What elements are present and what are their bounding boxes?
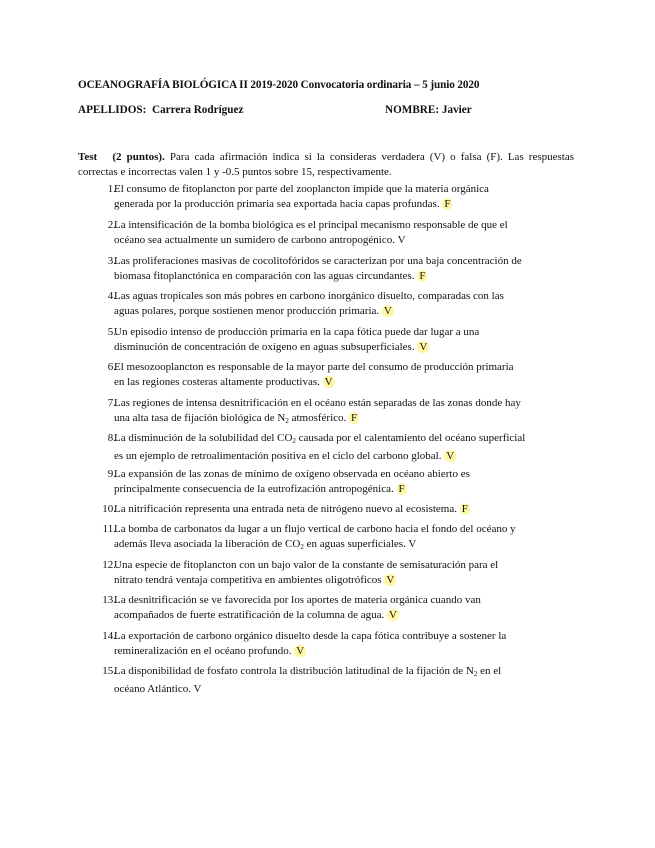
question-number: 8. [107,432,116,444]
question-number: 7. [107,397,116,409]
question-line-text: es un ejemplo de retroalimentación positiva en el ciclo del carbono global. [114,449,442,462]
question-line [114,233,564,248]
question-line [114,375,564,390]
answer-mark: V [397,233,406,246]
question-line [114,304,564,319]
question-line-text: remineralización en el océano profundo. [114,644,292,657]
question-text [114,289,564,318]
question-line [114,254,564,269]
nombre-label: NOMBRE: [385,104,440,116]
apellidos-line [78,104,243,116]
question-line-text: océano sea actualmente un sumidero de carbono antropogénico. [114,233,395,246]
question-number: 1. [107,183,116,195]
instructions-text: Para cada afirmación indica si la consideras verdadera (V) o falsa (F). Las respuestas correctas e incorrectas valen 1 y -0.5 puntos sobre 15, respectivamente. [78,151,575,178]
question-line [114,573,564,588]
question-number: 13. [102,594,116,606]
answer-mark: V [324,375,333,388]
question-line-text: acompañados de fuerte estratificación de la columna de agua. [114,608,385,621]
question-text [114,502,564,517]
question-line-text: generada por la producción primaria sea exportada hacia capas profundas. [114,197,440,210]
question-line-text: disminución de concentración de oxígeno en aguas subsuperficiales. [114,340,415,353]
question-number: 14. [102,630,116,642]
question-number: 6. [107,361,116,373]
subscript: 2 [300,542,304,551]
answer-mark: V [193,682,202,695]
nombre-line [385,104,472,116]
answer-mark: V [419,340,428,353]
question-line-text: El mesozooplancton es responsable de la mayor parte del consumo de producción primaria [114,361,514,373]
question-line [114,197,564,212]
question-line [114,411,564,429]
answer-mark: V [408,537,417,550]
nombre-value: Javier [441,104,472,116]
question-line [114,593,564,608]
question-line-text: La disponibilidad de fosfato controla la distribución latitudinal de la fijación de N [114,665,474,677]
question-line-text: principalmente consecuencia de la eutrofización antropogénica. [114,482,394,495]
answer-mark: F [444,197,451,210]
question-line-text: aguas polares, porque sostienen menor producción primaria. [114,304,380,317]
question-number: 4. [107,290,116,302]
question-text [114,467,564,496]
question-line [114,502,564,517]
question-line [114,269,564,284]
answer-mark: V [383,304,392,317]
subscript: 2 [285,416,289,425]
question-line-text: en el [477,665,502,677]
question-line-text: atmosférico. [288,411,347,424]
answer-mark: V [386,573,395,586]
question-text [114,593,564,622]
answer-mark: F [419,269,426,282]
apellidos-label: APELLIDOS: [78,104,147,116]
question-line-text: Un episodio intenso de producción primaria en la capa fótica puede dar lugar a una [114,326,480,338]
apellidos-value: Carrera Rodríguez [151,104,244,116]
question-line [114,682,564,697]
question-line-text: La exportación de carbono orgánico disuelto desde la capa fótica contribuye a sostener la [114,630,507,642]
test-label: Test [78,151,98,163]
answer-mark: V [446,449,455,462]
question-line [114,431,564,449]
question-line-text: en aguas superficiales. [303,537,406,550]
question-line-text: La expansión de las zonas de mínimo de oxígeno observada en océano abierto es [114,468,470,480]
question-line [114,449,564,464]
question-line-text: La desnitrificación se ve favorecida por los aportes de materia orgánica cuando van [114,594,481,606]
question-number: 11. [102,523,116,535]
question-text [114,182,564,211]
question-line [114,396,564,411]
question-text [114,558,564,587]
answer-mark: F [398,482,405,495]
question-line [114,644,564,659]
answer-mark: V [296,644,305,657]
question-number: 5. [107,326,116,338]
exam-title: OCEANOGRAFÍA BIOLÓGICA II 2019-2020 Convocatoria ordinaria – 5 junio 2020 [78,79,480,91]
question-number: 12. [102,559,116,571]
question-text [114,629,564,658]
question-line [114,664,564,682]
question-text [114,325,564,354]
subscript: 2 [292,437,296,445]
question-line-text: La bomba de carbonatos da lugar a un flujo vertical de carbono hacia el fondo del océano y [114,523,516,535]
question-line-text: océano Atlántico. [114,682,191,695]
question-line-text: Las aguas tropicales son más pobres en carbono inorgánico disuelto, comparadas con las [114,290,504,302]
question-text [114,360,564,389]
question-line [114,482,564,497]
question-text [114,254,564,283]
question-line [114,340,564,355]
question-line [114,522,564,537]
question-text [114,396,564,428]
question-line-text: nitrato tendrá ventaja competitiva en ambientes oligotróficos [114,573,382,586]
question-line [114,467,564,482]
question-line-text: Las proliferaciones masivas de cocolitofóridos se caracterizan por una baja concentración de [114,255,522,267]
question-line-text: La nitrificación representa una entrada neta de nitrógeno nuevo al ecosistema. [114,503,457,515]
question-line-text: causada por el calentamiento del océano superficial [295,432,526,444]
question-number: 2. [107,219,116,231]
question-number: 15. [102,665,116,677]
answer-mark: F [351,411,358,424]
question-line-text: en las regiones costeras altamente productivas. [114,375,320,388]
question-line [114,608,564,623]
question-line [114,558,564,573]
question-line-text: El consumo de fitoplancton por parte del zooplancton impide que la materia orgánica [114,183,489,195]
question-line-text: La intensificación de la bomba biológica es el principal mecanismo responsable de que el [114,219,508,231]
question-number: 9. [107,468,116,480]
question-line-text: Las regiones de intensa desnitrificación en el océano están separadas de las zonas donde hay [114,397,521,409]
question-line-text: La disminución de la solubilidad del CO [114,432,293,444]
question-text [114,522,564,554]
question-line [114,629,564,644]
question-text [114,431,564,463]
question-line-text: biomasa fitoplanctónica en comparación con las aguas circundantes. [114,269,415,282]
question-line [114,182,564,197]
question-text [114,218,564,247]
subscript: 2 [473,670,478,678]
question-line-text: una alta tasa de fijación biológica de N [114,411,286,424]
question-line [114,537,564,555]
question-line [114,289,564,304]
question-line [114,360,564,375]
answer-mark: V [389,608,397,621]
question-number: 3. [107,255,116,267]
instructions [78,150,574,179]
question-line-text: además lleva asociada la liberación de CO [114,537,301,550]
question-line [114,218,564,233]
question-text [114,664,564,696]
answer-mark: F [461,503,468,515]
question-number: 10. [102,503,116,515]
question-line-text: Una especie de fitoplancton con un bajo valor de la constante de semisaturación para el [114,559,499,571]
test-points: (2 puntos). [112,151,165,163]
question-line [114,325,564,340]
